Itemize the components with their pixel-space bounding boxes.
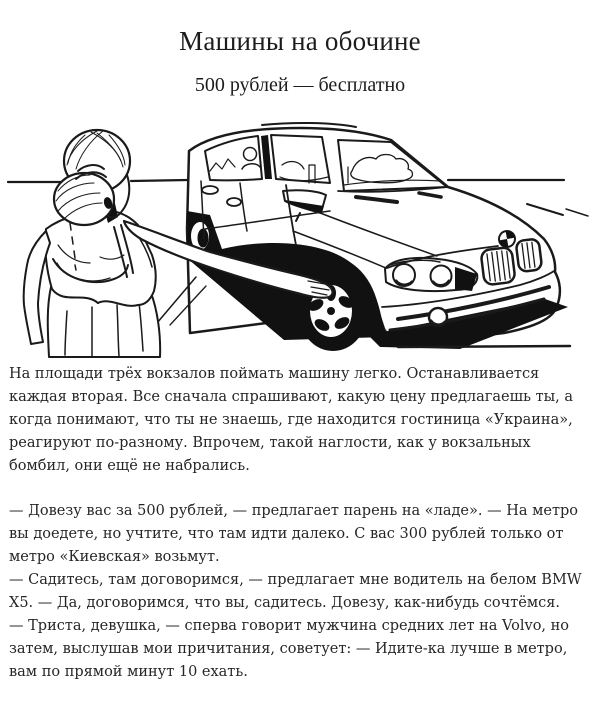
door-handle <box>227 198 241 206</box>
article-page <box>0 26 600 703</box>
dialog-line-bmw: — Садитесь, там договоримся, — предлагает мне водитель на белом BMW X5. — Да, договоримся, что вы, садитесь. Довезу, как-нибудь сочтёмся. <box>9 572 582 611</box>
paragraph-intro: На площади трёх вокзалов поймать машину легко. Останавливается каждая вторая. Все сначала спрашивают, какую цену предлагаешь ты, а когда понимают, что ты не знаешь, где находится гостиница «Украина», реагируют по-разному. Впрочем, такой наглости, как у вокзальных бомбил, они ещё не набрались. <box>9 366 573 474</box>
dialog-line-volvo: — Триста, девушка, — сперва говорит мужчина средних лет на Volvo, но затем, выслушав мои причитания, советует: — Идите-ка лучше в метро, вам по прямой минут 10 ехать. <box>9 618 570 680</box>
door-handle <box>202 186 218 194</box>
dialog-line-lada: — Довезу вас за 500 рублей, — предлагает парень на «ладе». — На метро вы доедете, но учтите, что там идти далеко. С вас 300 рублей только от метро «Киевская» возьмут. <box>9 503 578 565</box>
head-with-bun <box>54 130 130 225</box>
page-title: Машины на обочине <box>179 26 421 56</box>
windshield <box>338 140 447 191</box>
page-subtitle: 500 рублей — бесплатно <box>194 74 406 96</box>
illustration-woman-hailing-car <box>0 109 600 359</box>
car-bmw-x5 <box>187 123 570 351</box>
tow-hook-cover <box>429 308 447 326</box>
article-body <box>0 363 600 684</box>
